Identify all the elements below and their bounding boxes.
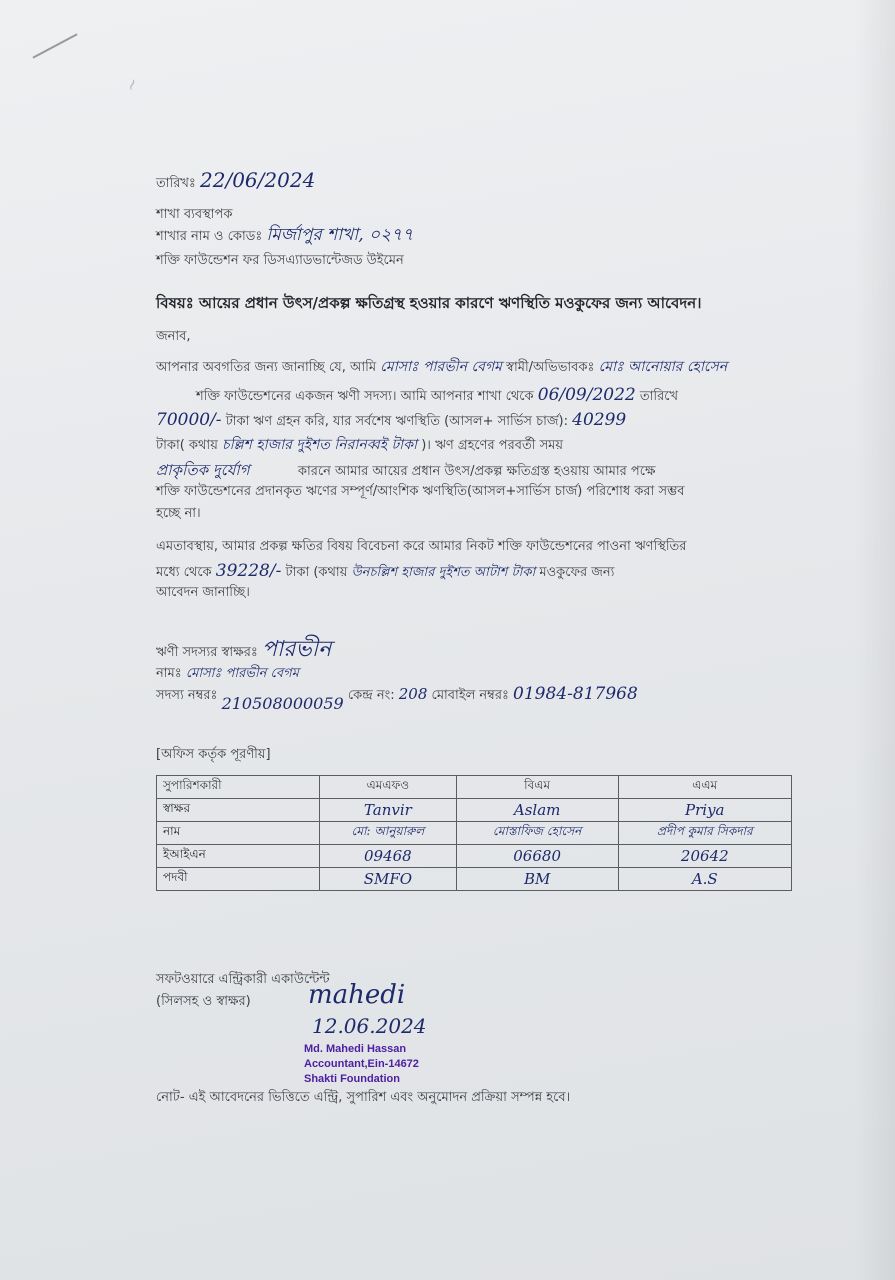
- center-label: কেন্দ্র নং:: [347, 688, 395, 703]
- member-no-value: 210508000059: [221, 694, 344, 713]
- guardian-name-hand: মোঃ আনোয়ার হোসেন: [598, 359, 728, 375]
- row-label-designation: পদবী: [157, 868, 320, 891]
- am-designation: A.S: [691, 870, 718, 888]
- balance-hand: 40299: [572, 410, 627, 430]
- para1-text-5: টাকা ঋণ গ্রহন করি, যার সর্বশেষ ঋণস্থিতি (আসল+ সার্ভিস চার্জ):: [225, 414, 568, 429]
- am-name: প্রদীপ কুমার সিকদার: [656, 824, 753, 838]
- bm-ein: 06680: [513, 847, 561, 865]
- stamp-name: Md. Mahedi Hassan: [304, 1043, 407, 1055]
- mfo-signature: Tanvir: [363, 801, 412, 819]
- table-row: [157, 868, 792, 891]
- para2-text-2: মধ্যে থেকে: [156, 565, 212, 580]
- branch-label: শাখার নাম ও কোডঃ: [156, 229, 263, 244]
- stamp-org: Shakti Foundation: [304, 1073, 400, 1085]
- accountant-stamp: [304, 1042, 419, 1087]
- center-value: 208: [398, 685, 428, 703]
- para1-line7: হচ্ছে না।: [156, 506, 201, 521]
- table-row: [157, 845, 792, 868]
- member-name-line: [156, 664, 299, 685]
- am-ein: 20642: [680, 847, 729, 865]
- header-mfo: এমএফও: [320, 776, 457, 799]
- waiver-words-hand: উনচল্লিশ হাজার দুইশত আটাশ টাকা: [351, 565, 536, 580]
- bm-name: মোস্তাফিজ হোসেন: [492, 824, 582, 838]
- accountant-sign-date: 12.06.2024: [312, 1014, 427, 1038]
- footer-note: নোট- এই আবেদনের ভিত্তিতে এন্ট্রি, সুপারিশ এবং অনুমোদন প্রক্রিয়া সম্পন্ন হবে।: [156, 1090, 571, 1105]
- member-name-hand: মোসাঃ পারভীন বেগম: [380, 359, 502, 375]
- mobile-label: মোবাইল নম্বরঃ: [431, 688, 509, 703]
- office-table: [156, 775, 792, 891]
- para1-text-7: )। ঋণ গ্রহণের পরবর্তী সময়: [421, 438, 564, 453]
- member-name-value: মোসাঃ পারভীন বেগম: [185, 666, 299, 681]
- paper-fold-shadow: [855, 0, 895, 1280]
- para1-text-6: টাকা( কথায়: [156, 438, 218, 453]
- para2-text-4: মওকুফের জন্য: [539, 565, 615, 580]
- member-sign-label: ঋণী সদস্যর স্বাক্ষরঃ: [156, 645, 258, 660]
- para1-text-1: আপনার অবগতির জন্য জানাচ্ছি যে, আমি: [156, 360, 377, 375]
- bm-signature: Aslam: [513, 801, 561, 819]
- salutation: জনাব,: [156, 329, 191, 344]
- member-signature: পারভীন: [261, 637, 332, 662]
- waiver-amount-hand: 39228/-: [215, 561, 282, 581]
- para1-line6: শক্তি ফাউন্ডেশনের প্রদানকৃত ঋণের সম্পূর্ণ/আংশিক ঋণস্থিতি(আসল+সার্ভিস চার্জ) পরিশোধ করা সম্ভব: [156, 484, 685, 499]
- balance-words-hand: চল্লিশ হাজার দুইশত নিরানব্বই টাকা: [222, 437, 418, 453]
- branch-value: মির্জাপুর শাখা, ০২৭৭: [266, 225, 414, 245]
- accountant-line1: সফটওয়ারে এন্ট্রিকারী একাউন্টেন্ট: [156, 972, 330, 987]
- accountant-signature: mahedi: [308, 980, 406, 1010]
- member-no-line: [156, 684, 638, 713]
- office-note: [অফিস কর্তৃক পূরণীয়]: [156, 747, 271, 762]
- row-label-name: নাম: [157, 822, 320, 845]
- table-row: [157, 822, 792, 845]
- header-recommender: সুপারিশকারী: [157, 776, 320, 799]
- member-no-label: সদস্য নম্বরঃ: [156, 688, 218, 703]
- loan-amount-hand: 70000/-: [156, 410, 222, 430]
- stamp-title: Accountant,Ein-14672: [304, 1058, 419, 1070]
- org-line: শক্তি ফাউন্ডেশন ফর ডিসএ্যাডভান্টেজড উইমেন: [156, 253, 404, 268]
- date-line: [156, 168, 315, 195]
- mfo-designation: SMFO: [363, 870, 413, 888]
- para1-line1: [156, 352, 727, 383]
- mobile-value: 01984-817968: [513, 684, 638, 704]
- table-row: [157, 799, 792, 822]
- subject-line: বিষয়ঃ আয়ের প্রধান উৎস/প্রকল্প ক্ষতিগ্রস্থ হওয়ার কারণে ঋণস্থিতি মওকুফের জন্য আবেদন।: [156, 294, 702, 312]
- para1-text-3: শক্তি ফাউন্ডেশনের একজন ঋণী সদস্য। আমি আপনার শাখা থেকে: [196, 389, 534, 404]
- pencil-scribble: ~: [120, 74, 143, 95]
- loan-date-hand: 06/09/2022: [537, 385, 636, 405]
- para1-text-2: স্বামী/অভিভাবকঃ: [506, 360, 595, 375]
- para1-text-4: তারিখে: [639, 389, 679, 404]
- para1-text-8: কারনে আমার আয়ের প্রধান উৎস/প্রকল্প ক্ষতিগ্রস্ত হওয়ায় আমার পক্ষে: [297, 464, 656, 479]
- office-table-header-row: [157, 776, 792, 799]
- branch-line: [156, 222, 413, 250]
- mfo-ein: 09468: [364, 847, 412, 865]
- row-label-ein: ইআইএন: [157, 845, 320, 868]
- am-signature: Priya: [685, 801, 725, 819]
- mfo-name: মো: আনুয়ারুল: [351, 824, 425, 838]
- para2-line1: এমতাবস্থায়, আমার প্রকল্প ক্ষতির বিষয় বিবেচনা করে আমার নিকট শক্তি ফাউন্ডেশনের পাওনা ঋণস্থিতির: [156, 539, 687, 554]
- accountant-line2: (সিলসহ ও স্বাক্ষর): [156, 994, 251, 1009]
- para2-text-3: টাকা (কথায়: [285, 565, 348, 580]
- row-label-signature: স্বাক্ষর: [157, 799, 320, 822]
- para2-line3: আবেদন জানাচ্ছি।: [156, 585, 250, 600]
- date-value: 22/06/2024: [200, 168, 316, 192]
- bm-designation: BM: [523, 870, 551, 888]
- header-bm: বিএম: [456, 776, 618, 799]
- manager-label: শাখা ব্যবস্থাপক: [156, 207, 233, 222]
- date-label: তারিখঃ: [156, 176, 196, 191]
- header-am: এএম: [618, 776, 791, 799]
- member-name-label: নামঃ: [156, 666, 182, 681]
- cause-hand: প্রাকৃতিক দুর্যোগ: [156, 461, 250, 479]
